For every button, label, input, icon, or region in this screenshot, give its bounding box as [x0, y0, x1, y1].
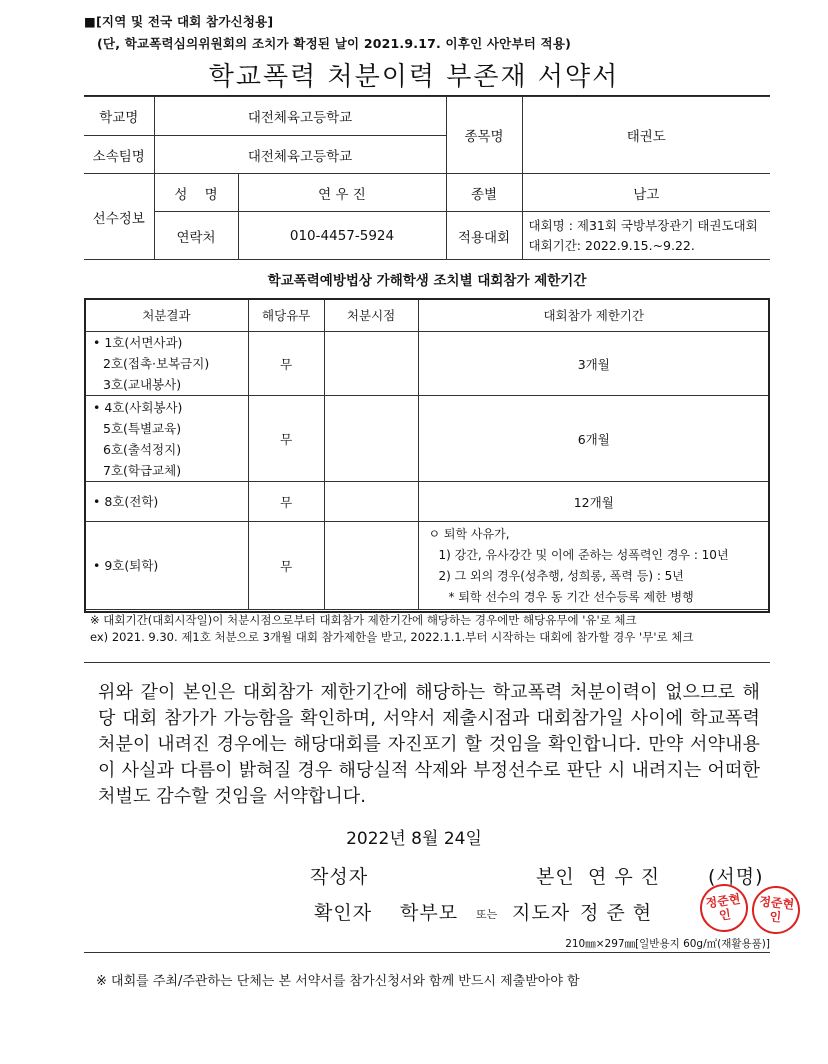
team-label: 소속팀명 [84, 136, 154, 174]
result-item: 5호(특별교육) [103, 420, 182, 436]
table-row [85, 522, 770, 610]
school-label: 학교명 [84, 97, 154, 136]
reason-line: 1) 강간, 유사강간 및 이에 준하는 성폭력인 경우 : 10년 [438, 547, 729, 562]
col-header-applicable: 해당유무 [248, 299, 324, 332]
middle-divider [84, 662, 770, 663]
pledge-body: 위와 같이 본인은 대회참가 제한기간에 해당하는 학교폭력 처분이력이 없으므로 해당 대회 참가가 가능함을 확인하며, 서약서 제출시점과 대회참가일 사이에 학교폭력 처분이 내려진 경우에는 해당대회를 자진포기 할 것임을 확인합니다. 만약 서약내용이 사실과 다름이 밝혀질 경우 해당실적 삭제와 부정선수로 판단 시 내려지는 어떠한 처벌도 감수할 것임을 서약합니다. [98, 682, 760, 807]
applicant-info-table [84, 96, 770, 260]
paper-spec: 210㎜×297㎜[일반용지 60g/㎡(재활용품)] [565, 938, 770, 950]
self-name: 연 우 진 [588, 866, 661, 888]
result-cell: • 9호(퇴학) [85, 522, 249, 610]
result-item: • 4호(사회봉사) [93, 399, 183, 415]
table-row [85, 396, 770, 482]
player-info-label: 선수정보 [84, 174, 154, 260]
result-item: • 1호(서면사과) [93, 335, 183, 350]
coach-seal-stamp: 정준현인 [750, 884, 803, 937]
self-label: 본인 [536, 866, 575, 888]
reason-line: ㅇ 퇴학 사유가, [428, 526, 510, 541]
col-header-period: 대회참가 제한기간 [418, 299, 769, 332]
applicable-cell: 무 [248, 396, 324, 482]
reason-line: 2) 그 외의 경우(성추행, 성희롱, 폭력 등) : 5년 [438, 568, 684, 583]
header-line-1: ■[지역 및 전국 대회 참가신청용] [84, 14, 274, 29]
coach-name: 정 준 현 [580, 902, 653, 924]
coach-label: 지도자 [512, 902, 571, 924]
restriction-subtitle: 학교폭력예방법상 가해학생 조치별 대회참가 제한기간 [267, 273, 587, 289]
expulsion-reason-cell [418, 522, 769, 610]
result-item: 6호(출석정지) [103, 441, 182, 457]
pledge-date: 2022년 8월 24일 [346, 829, 482, 849]
bottom-divider [84, 952, 770, 953]
team-value: 대전체육고등학교 [154, 136, 446, 174]
contact-label: 연락처 [154, 212, 238, 260]
parent-label: 학부모 [400, 902, 459, 924]
contact-value: 010-4457-5924 [238, 212, 446, 260]
col-header-timing: 처분시점 [324, 299, 418, 332]
name-label: 성 명 [154, 174, 238, 212]
result-cell [85, 396, 249, 482]
timing-cell [324, 396, 418, 482]
col-header-result: 처분결과 [85, 299, 249, 332]
timing-cell [324, 332, 418, 396]
applicable-cell: 무 [248, 482, 324, 522]
sport-value: 태권도 [522, 97, 770, 174]
sport-label: 종목명 [446, 97, 522, 174]
period-cell: 3개월 [418, 332, 769, 396]
note-2: ex) 2021. 9.30. 제1호 처분으로 3개월 대회 참가제한을 받고, 2022.1.1.부터 시작하는 대회에 참가할 경우 '무'로 체크 [90, 630, 694, 644]
note-1: ※ 대회기간(대회시작일)이 처분시점으로부터 대회참가 제한기간에 해당하는 경우에만 해당유무에 '유'로 체크 [90, 613, 637, 627]
result-item: 3호(교내봉사) [103, 377, 182, 392]
table-row [85, 482, 770, 522]
timing-cell [324, 522, 418, 610]
confirmer-label: 확인자 [314, 902, 373, 924]
header-line-2: (단, 학교폭력심의위원회의 조치가 확정된 날이 2021.9.17. 이후인 사안부터 적용) [97, 36, 572, 51]
table-row [85, 332, 770, 396]
competition-period: 대회기간: 2022.9.15.~9.22. [528, 237, 695, 253]
category-value: 남고 [522, 174, 770, 212]
applicable-cell: 무 [248, 332, 324, 396]
period-cell: 6개월 [418, 396, 769, 482]
competition-name: 대회명 : 제31회 국방부장관기 태권도대회 [528, 217, 758, 233]
name-value: 연 우 진 [238, 174, 446, 212]
result-cell [85, 332, 249, 396]
or-label: 또는 [476, 908, 498, 921]
author-label: 작성자 [310, 866, 369, 888]
footer-note: ※ 대회를 주최/주관하는 단체는 본 서약서를 참가신청서와 함께 반드시 제출받아야 함 [96, 974, 580, 989]
result-item: 7호(학급교체) [103, 462, 182, 478]
category-label: 종별 [446, 174, 522, 212]
result-cell: • 8호(전학) [85, 482, 249, 522]
result-item: 2호(접촉·보복금지) [103, 356, 210, 371]
restriction-table [84, 298, 770, 610]
timing-cell [324, 482, 418, 522]
period-cell: 12개월 [418, 482, 769, 522]
reason-line: * 퇴학 선수의 경우 동 기간 선수등록 제한 병행 [448, 589, 694, 604]
school-value: 대전체육고등학교 [154, 97, 446, 136]
applicable-cell: 무 [248, 522, 324, 610]
document-title: 학교폭력 처분이력 부존재 서약서 [208, 62, 620, 92]
coach-seal-stamp: 정준현인 [697, 881, 751, 935]
competition-label: 적용대회 [446, 212, 522, 260]
competition-detail [522, 212, 770, 260]
seal-label: (서명) [708, 866, 764, 888]
